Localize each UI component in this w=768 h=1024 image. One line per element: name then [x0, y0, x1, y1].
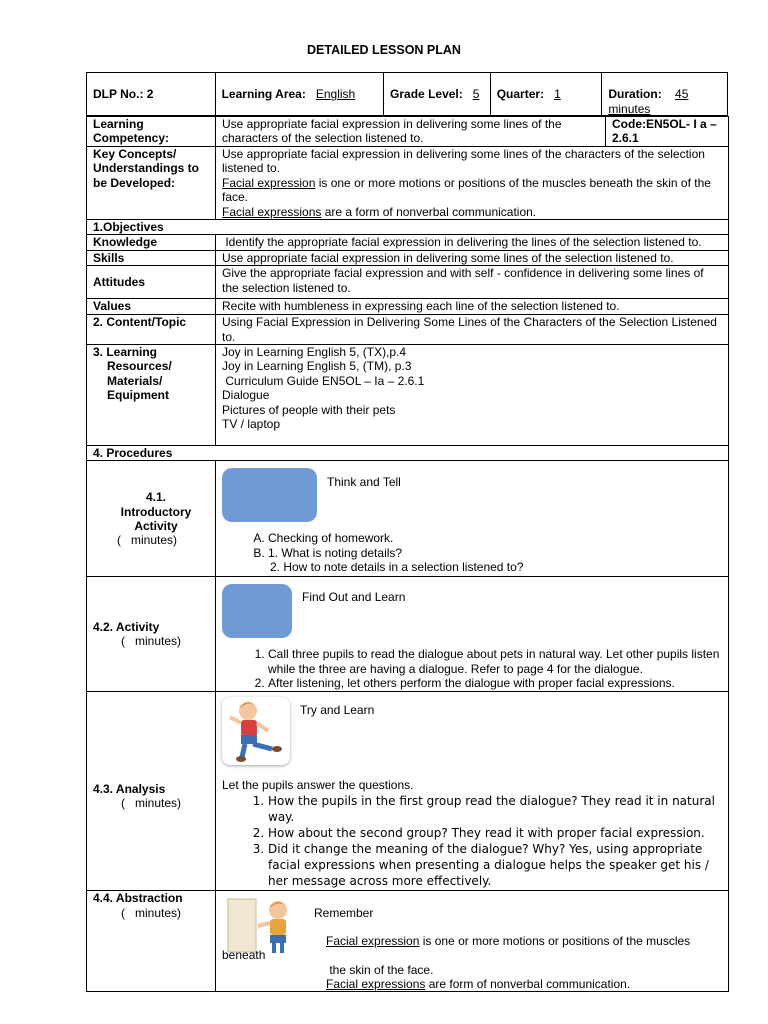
resources-label-line-3: Materials/	[107, 373, 163, 388]
boy-kicking-illustration	[222, 697, 290, 765]
intro-item-a: A. Checking of homework.	[268, 531, 722, 545]
procedures-row	[87, 446, 729, 461]
facial-expressions-term: Facial expressions	[222, 204, 322, 219]
activity-item: 1. Call three pupils to read the dialogue about pets in natural way. Let other pupils listen while the three are having a dialogue. Refer to page 4 for the dialogue.	[268, 647, 722, 676]
intro-activity-cell	[216, 461, 729, 577]
abstraction-beneath: beneath	[222, 948, 266, 963]
intro-list	[222, 531, 722, 560]
resources-label-line-1: 3. Learning	[93, 345, 158, 360]
values-text: Recite with humbleness in expressing each line of the selection listened to.	[216, 299, 729, 315]
learning-area-cell	[216, 73, 384, 115]
resources-label-line-2: Resources/	[107, 359, 172, 374]
competency-text: Use appropriate facial expression in delivering some lines of the characters of the selection listened to.	[216, 117, 606, 147]
competency-row	[87, 117, 729, 147]
objectives-row	[87, 220, 729, 235]
abstraction-definition-2: are form of nonverbal communication.	[425, 977, 631, 992]
knowledge-row	[87, 235, 729, 250]
activity-label-line-1: 4.2. Activity	[93, 620, 160, 635]
resource-item: TV / laptop	[222, 417, 281, 432]
analysis-intro: Let the pupils answer the questions.	[222, 778, 414, 793]
facial-expressions-definition: are a form of nonverbal communication.	[321, 204, 537, 219]
skills-text: Use appropriate facial expression in delivering some lines of the selection listened to.	[216, 250, 729, 265]
remember-label: Remember	[314, 906, 374, 921]
quarter-label: Quarter:	[496, 87, 545, 101]
concepts-row	[87, 147, 729, 220]
abstraction-definition-1: is one or more motions or positions of the muscles	[419, 934, 691, 949]
resources-label-line-4: Equipment	[107, 388, 169, 403]
skills-row	[87, 250, 729, 265]
activity-item: 2. After listening, let others perform the dialogue with proper facial expressions.	[268, 676, 722, 690]
grade-level-value: 5	[472, 87, 480, 101]
abstraction-line-3	[326, 977, 630, 991]
concepts-cell	[216, 147, 729, 220]
grade-level-label: Grade Level:	[390, 87, 463, 101]
abstraction-cell	[216, 891, 729, 992]
content-text: Using Facial Expression in Delivering Some Lines of the Characters of the Selection Listened to.	[216, 315, 729, 345]
facial-expression-term: Facial expression	[222, 175, 316, 190]
activity-label-minutes: ( minutes)	[121, 634, 182, 649]
analysis-question: 3. Did it change the meaning of the dialogue? Why? Yes, using appropriate facial expressions when presenting a dialogue helps the speaker get his / her message across more effectively.	[268, 841, 722, 889]
activity-row	[87, 577, 729, 692]
dlp-cell	[87, 73, 216, 115]
content-row	[87, 315, 729, 345]
intro-activity-label	[87, 461, 216, 577]
activity-list	[222, 647, 722, 690]
boy-kicking-image	[222, 697, 290, 765]
duration-label: Duration:	[608, 87, 662, 101]
analysis-cell	[216, 692, 729, 891]
intro-item-b: B. 1. What is noting details?	[268, 546, 722, 560]
quarter-cell	[491, 73, 603, 115]
resources-label	[87, 345, 216, 446]
learning-area-label: Learning Area:	[221, 87, 306, 101]
procedures-heading: 4. Procedures	[87, 446, 729, 461]
knowledge-label: Knowledge	[87, 235, 216, 250]
analysis-question: 2. How about the second group? They read it with proper facial expression.	[268, 825, 722, 841]
values-label: Values	[87, 299, 216, 315]
dlp-value: 2	[146, 87, 154, 101]
attitudes-row	[87, 266, 729, 299]
header-row	[86, 72, 728, 116]
facial-expression-definition: is one or more motions or positions of the muscles beneath the skin of the face.	[222, 175, 711, 205]
concepts-label: Key Concepts/ Understandings to be Developed:	[87, 147, 216, 220]
intro-label-line-2: Activity	[134, 518, 178, 533]
abstraction-label-minutes: ( minutes)	[121, 905, 182, 920]
find-out-and-learn-label: Find Out and Learn	[302, 590, 406, 605]
intro-label-minutes: ( minutes)	[116, 533, 177, 548]
concepts-line-2	[222, 176, 722, 205]
attitudes-text: Give the appropriate facial expression and with self - confidence in delivering some lines of the selection listened to.	[216, 266, 729, 299]
abstraction-row	[87, 891, 729, 992]
abstraction-label-line-1: 4.4. Abstraction	[93, 891, 183, 906]
resource-item: Joy in Learning English 5, (TX),p.4	[222, 345, 407, 360]
abstraction-label	[87, 891, 216, 992]
resource-item: Curriculum Guide EN5OL – Ia – 2.6.1	[222, 373, 425, 388]
dlp-label: DLP No.:	[93, 87, 144, 101]
analysis-question: 1. How the pupils in the first group read the dialogue? They read it in natural way.	[268, 793, 722, 825]
activity-cell	[216, 577, 729, 692]
try-and-learn-label: Try and Learn	[300, 703, 375, 718]
duration-cell	[602, 73, 727, 115]
intro-item-b2: 2. How to note details in a selection listened to?	[270, 560, 524, 575]
duration-value: 45	[675, 87, 689, 101]
skills-label: Skills	[87, 250, 216, 265]
abstraction-line-2: the skin of the face.	[326, 963, 434, 978]
document-title: DETAILED LESSON PLAN	[307, 43, 461, 57]
analysis-row	[87, 692, 729, 891]
lesson-plan-table	[86, 116, 729, 992]
objectives-heading: 1.Objectives	[87, 220, 729, 235]
values-row	[87, 299, 729, 315]
activity-label	[87, 577, 216, 692]
boy-with-scroll-illustration	[222, 896, 300, 956]
resource-item: Joy in Learning English 5, (TM), p.3	[222, 359, 412, 374]
analysis-label-minutes: ( minutes)	[121, 796, 182, 811]
attitudes-label: Attitudes	[87, 266, 216, 299]
knowledge-text: Identify the appropriate facial expression in delivering the lines of the selection listened to.	[216, 235, 729, 250]
concepts-line-3	[222, 205, 722, 219]
learning-area-value: English	[315, 87, 356, 101]
resources-list	[216, 345, 729, 446]
think-and-tell-label: Think and Tell	[327, 475, 401, 490]
abstraction-line-1	[326, 934, 690, 948]
competency-code: Code:EN5OL- I a – 2.6.1	[606, 117, 729, 147]
resource-item: Pictures of people with their pets	[222, 402, 396, 417]
grade-level-cell	[384, 73, 491, 115]
resource-item: Dialogue	[222, 388, 270, 403]
boy-with-scroll-image	[222, 896, 300, 956]
facial-expressions-term: Facial expressions	[326, 977, 426, 992]
intro-activity-row	[87, 461, 729, 577]
analysis-questions	[222, 793, 722, 889]
resources-row	[87, 345, 729, 446]
concepts-line-1: Use appropriate facial expression in delivering some lines of the characters of the selection listened to.	[222, 147, 705, 176]
analysis-label	[87, 692, 216, 891]
think-and-tell-box	[222, 468, 317, 522]
quarter-value: 1	[554, 87, 561, 101]
competency-label: Learning Competency:	[87, 117, 216, 147]
analysis-label-line-1: 4.3. Analysis	[93, 782, 166, 797]
duration-unit: minutes	[608, 102, 651, 116]
facial-expression-term: Facial expression	[326, 934, 420, 949]
intro-label-line-1: 4.1. Introductory	[120, 490, 192, 519]
content-label: 2. Content/Topic	[87, 315, 216, 345]
find-out-and-learn-box	[222, 584, 292, 638]
